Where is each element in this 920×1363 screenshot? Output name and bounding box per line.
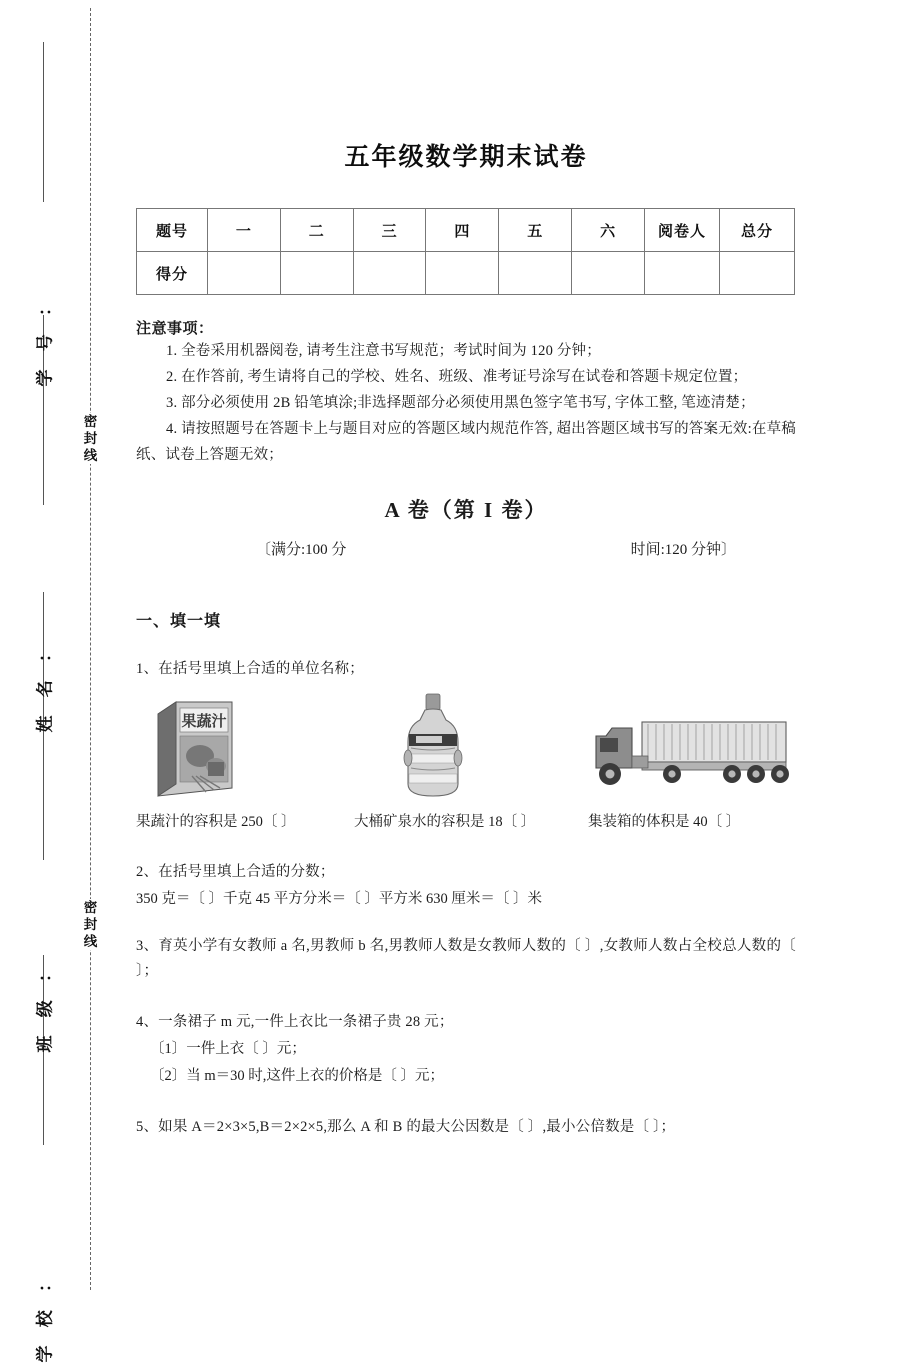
notice-heading: 注意事项： bbox=[136, 321, 214, 337]
question-1-caption-2: 大桶矿泉水的容积是 18〔 〕 bbox=[354, 814, 536, 830]
score-table-col-3: 三 bbox=[353, 209, 426, 252]
question-2-stem: 2、在括号里填上合适的分数； bbox=[136, 864, 335, 880]
notice-item-4: 4. 请按照题号在答题卡上与题目对应的答题区域内规范作答, 超出答题区域书写的答案无效:在草稿纸、试卷上答题无效； bbox=[136, 421, 796, 463]
page-title: 五年级数学期末试卷 bbox=[344, 144, 588, 171]
container-truck-icon bbox=[586, 716, 790, 790]
score-cell-1[interactable] bbox=[208, 252, 281, 295]
question-3-stem: 3、育英小学有女教师 a 名,男教师 b 名,男教师人数是女教师人数的〔 〕,女教师人数占全校总人数的〔 〕； bbox=[136, 938, 796, 979]
margin-label-school: 学 校 ： bbox=[35, 1268, 55, 1363]
paper-a-title: A 卷（第 I 卷） bbox=[384, 498, 548, 522]
seal-char-1: 密 bbox=[83, 414, 98, 429]
score-cell-5[interactable] bbox=[499, 252, 572, 295]
score-table-col-grader: 阅卷人 bbox=[645, 209, 720, 252]
seal-char-2: 封 bbox=[83, 917, 98, 932]
water-jug-icon bbox=[394, 692, 472, 804]
paper-content bbox=[136, 0, 796, 1140]
notice-item-3: 3. 部分必须使用 2B 铅笔填涂;非选择题部分必须使用黑色签字笔书写, 字体工整, 笔迹清楚； bbox=[166, 395, 755, 411]
score-table-col-6: 六 bbox=[572, 209, 645, 252]
score-cell-4[interactable] bbox=[426, 252, 499, 295]
score-table-col-2: 二 bbox=[280, 209, 353, 252]
paper-a-time-limit: 时间:120 分钟〕 bbox=[630, 542, 736, 558]
sealing-line-label-upper bbox=[82, 413, 99, 464]
question-5-stem: 5、如果 A＝2×3×5,B＝2×2×5,那么 A 和 B 的最大公因数是〔 〕,最小公倍数是〔 〕； bbox=[136, 1119, 676, 1135]
seal-char-3: 线 bbox=[83, 448, 98, 463]
margin-label-class: 班 级 ： bbox=[35, 958, 55, 1053]
question-4-sub-1: 〔1〕一件上衣〔 〕元； bbox=[150, 1041, 306, 1057]
question-1-caption-3: 集装箱的体积是 40〔 〕 bbox=[588, 814, 741, 830]
paper-a-meta bbox=[136, 538, 796, 562]
question-1-stem: 1、在括号里填上合适的单位名称； bbox=[136, 661, 364, 677]
question-2-blanks: 350 克＝〔 〕千克 45 平方分米＝〔 〕平方米 630 厘米＝〔 〕米 bbox=[136, 891, 542, 907]
score-table-col-1: 一 bbox=[208, 209, 281, 252]
seal-char-1: 密 bbox=[83, 900, 98, 915]
question-4-sub-2: 〔2〕当 m＝30 时,这件上衣的价格是〔 〕元； bbox=[150, 1068, 445, 1084]
score-table-col-4: 四 bbox=[426, 209, 499, 252]
score-table-col-5: 五 bbox=[499, 209, 572, 252]
margin-label-student-id: 学 号 ： bbox=[35, 292, 55, 387]
juice-carton-icon bbox=[144, 696, 240, 800]
svg-text:果蔬汁: 果蔬汁 bbox=[181, 714, 227, 730]
score-cell-2[interactable] bbox=[280, 252, 353, 295]
table-row-header bbox=[137, 209, 795, 252]
question-4-stem: 4、一条裙子 m 元,一件上衣比一条裙子贵 28 元； bbox=[136, 1014, 454, 1030]
score-table bbox=[136, 208, 795, 295]
notice-item-2: 2. 在作答前, 考生请将自己的学校、姓名、班级、准考证号涂写在试卷和答题卡规定位置； bbox=[166, 369, 748, 385]
score-cell-3[interactable] bbox=[353, 252, 426, 295]
score-cell-grader[interactable] bbox=[645, 252, 720, 295]
margin-label-name: 姓 名 ： bbox=[35, 638, 55, 733]
question-1-picture-row bbox=[136, 696, 796, 804]
notice-item-1: 1. 全卷采用机器阅卷, 请考生注意书写规范；考试时间为 120 分钟； bbox=[166, 343, 601, 359]
question-1-caption-row bbox=[136, 810, 796, 834]
table-row-scores bbox=[137, 252, 795, 295]
question-1-caption-1: 果蔬汁的容积是 250〔 〕 bbox=[136, 814, 296, 830]
score-cell-6[interactable] bbox=[572, 252, 645, 295]
score-table-row-label-number: 题号 bbox=[137, 209, 208, 252]
section-heading-one: 一、填一填 bbox=[136, 613, 222, 630]
seal-char-2: 封 bbox=[83, 431, 98, 446]
seal-char-3: 线 bbox=[83, 934, 98, 949]
margin-rule-top bbox=[43, 42, 44, 202]
score-table-row-label-score: 得分 bbox=[137, 252, 208, 295]
score-cell-total[interactable] bbox=[720, 252, 795, 295]
sealing-dashed-line bbox=[90, 8, 91, 1290]
sealing-line-label-lower bbox=[82, 899, 99, 950]
paper-a-full-score: 〔满分:100 分 bbox=[256, 542, 347, 558]
score-table-col-total: 总分 bbox=[720, 209, 795, 252]
